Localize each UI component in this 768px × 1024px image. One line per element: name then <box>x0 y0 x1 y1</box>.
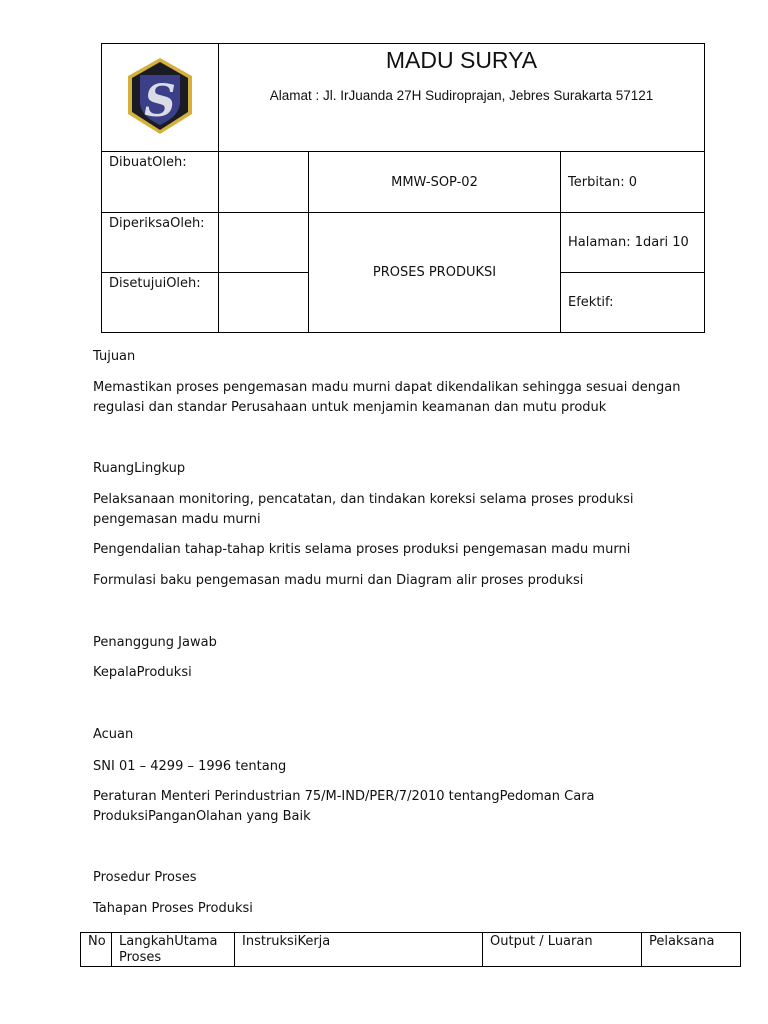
document-header-table <box>101 43 705 333</box>
penanggung-jawab-value: KepalaProduksi <box>93 665 192 680</box>
col-header-no: No <box>81 933 112 967</box>
acuan-item-2: Peraturan Menteri Perindustrian 75/M-IND/PER/7/2010 tentangPedoman Cara ProduksiPanganOlahan yang Baik <box>93 789 595 824</box>
ruang-lingkup-item-3: Formulasi baku pengemasan madu murni dan Diagram alir proses produksi <box>93 573 584 588</box>
company-address: Alamat : Jl. IrJuanda 27H Sudiroprajan, Jebres Surakarta 57121 <box>269 88 654 103</box>
prosedur-heading: Prosedur Proses <box>93 870 197 885</box>
proses-title: PROSES PRODUKSI <box>309 213 561 333</box>
penanggung-jawab-heading: Penanggung Jawab <box>93 635 217 650</box>
col-header-langkah: LangkahUtama Proses <box>112 933 235 967</box>
doc-code: MMW-SOP-02 <box>309 152 561 213</box>
col-header-pelaksana: Pelaksana <box>642 933 741 967</box>
logo-cell <box>102 44 219 152</box>
diperiksa-value <box>219 213 309 273</box>
ruang-lingkup-heading: RuangLingkup <box>93 461 186 476</box>
tahapan-heading: Tahapan Proses Produksi <box>93 901 253 916</box>
col-header-instruksi: InstruksiKerja <box>235 933 483 967</box>
disetujui-label: DisetujuiOleh: <box>102 273 219 333</box>
title-cell <box>219 44 705 152</box>
disetujui-value <box>219 273 309 333</box>
tujuan-text: Memastikan proses pengemasan madu murni dapat dikendalikan sehingga sesuai dengan regulasi dan standar Perusahaan untuk menjamin keamanan dan mutu produk <box>93 380 681 415</box>
dibuat-label: DibuatOleh: <box>102 152 219 213</box>
ruang-lingkup-item-1: Pelaksanaan monitoring, pencatatan, dan tindakan koreksi selama proses produksi pengemasan madu murni <box>93 492 634 527</box>
logo-letter: S <box>144 75 176 127</box>
col-header-output: Output / Luaran <box>483 933 642 967</box>
company-name: MADU SURYA <box>385 47 538 73</box>
halaman: Halaman: 1dari 10 <box>561 213 705 273</box>
tujuan-heading: Tujuan <box>93 349 136 364</box>
efektif: Efektif: <box>561 273 705 333</box>
acuan-heading: Acuan <box>93 727 134 742</box>
company-logo-icon <box>124 56 196 136</box>
procedure-table <box>80 932 741 967</box>
terbitan: Terbitan: 0 <box>561 152 705 213</box>
dibuat-value <box>219 152 309 213</box>
acuan-item-1: SNI 01 – 4299 – 1996 tentang <box>93 759 287 774</box>
diperiksa-label: DiperiksaOleh: <box>102 213 219 273</box>
ruang-lingkup-item-2: Pengendalian tahap-tahap kritis selama proses produksi pengemasan madu murni <box>93 542 631 557</box>
